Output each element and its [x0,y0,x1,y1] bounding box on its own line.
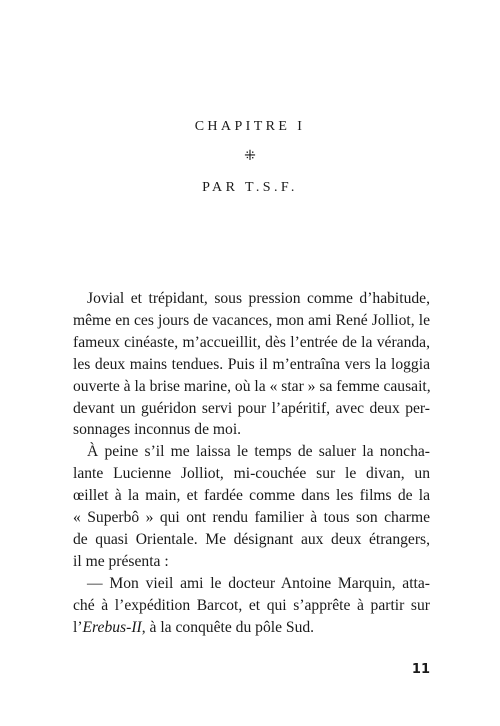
text-segment: , à la conquête du pôle Sud. [141,618,315,636]
paragraph [73,573,430,639]
text-segment: l’ [73,618,83,636]
text-line: À peine s’il me laissa le temps de saluer la noncha- [87,443,430,461]
text-line: ouverte à la brise marine, où la « star » sa femme causait, [73,377,431,395]
text-line: il me présenta : [73,552,169,570]
text-line: — Mon vieil ami le docteur Antoine Marquin, atta- [87,574,430,592]
body-text [73,288,430,639]
text-line: lante Lucienne Jolliot, mi-couchée sur le divan, un [73,465,430,483]
paragraph [73,441,430,572]
page-number: 11 [411,662,430,677]
text-line: sonnages inconnus de moi. [73,421,242,439]
text-line [73,617,430,639]
text-line: de quasi Orientale. Me désignant aux deux étrangers, [73,530,430,548]
text-line: Jovial et trépidant, sous pression comme d’habitude, [87,290,430,307]
text-line: œillet à la main, et fardée comme dans les films de la [73,487,430,505]
text-line: fameux cinéaste, m’accueillit, dès l’entrée de la véranda, [73,333,430,351]
ship-name: Erebus-II [82,618,142,636]
paragraph [73,288,430,441]
text-line: devant un guéridon servi pour l’apéritif, avec deux per- [73,399,430,417]
text-line: les deux mains tendues. Puis il m’entraîna vers la loggia [73,355,430,373]
chapter-subtitle: PAR T.S.F. [202,180,298,195]
text-line: ché à l’expédition Barcot, et qui s’apprête à partir sur [73,596,430,614]
chapter-title: CHAPITRE I [194,119,306,134]
text-line: même en ces jours de vacances, mon ami René Jolliot, le [73,311,430,329]
ornament-glyph: ⁜ [244,149,256,164]
text-line: « Superbô » qui ont rendu familier à tous son charme [73,509,430,527]
